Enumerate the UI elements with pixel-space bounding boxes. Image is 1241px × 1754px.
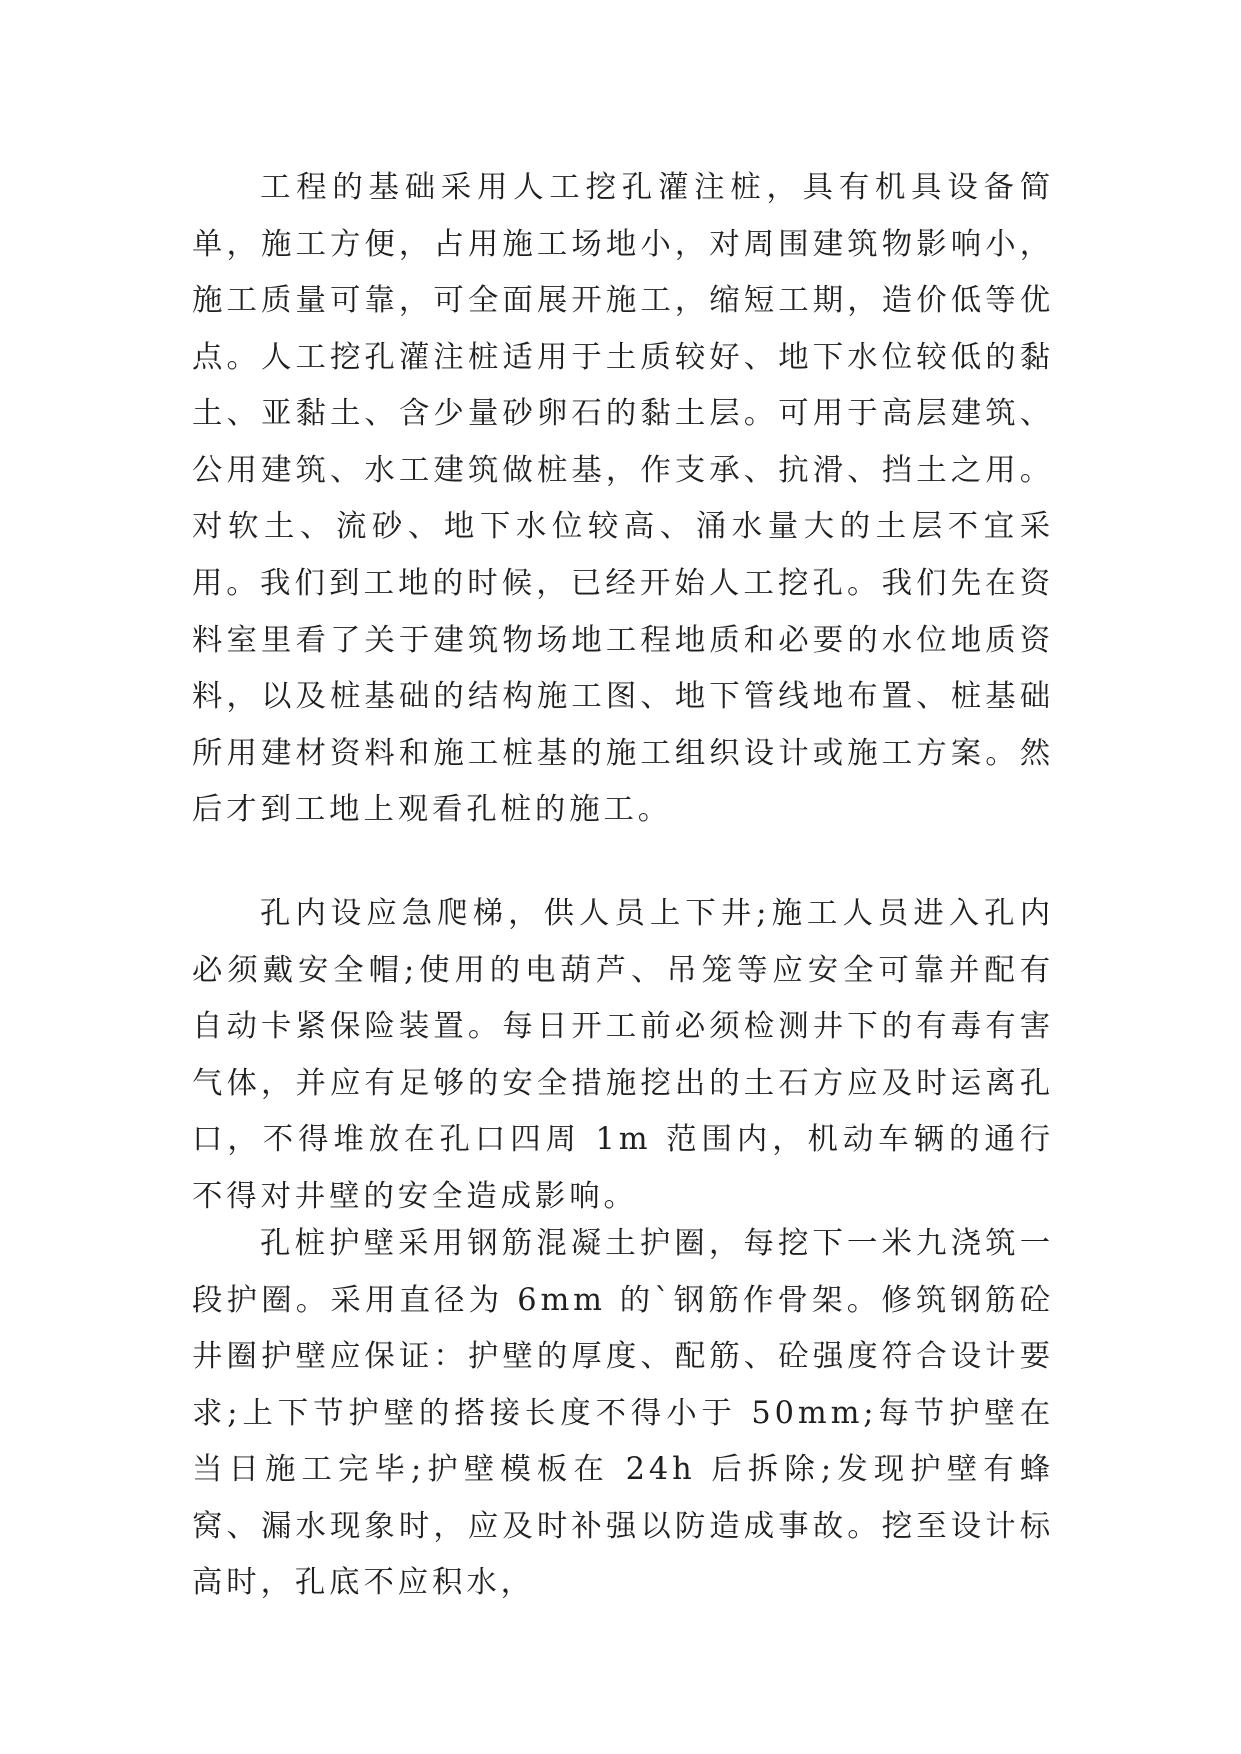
document-body	[192, 160, 1054, 1616]
paragraph-2: 我们到工地的时候，已经开始人工挖孔。我们先在资料室里看了关于建筑物场地工程地质和必要的水位地质资料，以及桩基础的结构施工图、地下管线地布置、桩基础所用建材资料和施工桩基的施工组织设计或施工方案。然后才到工地上观看孔桩的施工。	[192, 566, 1054, 827]
paragraph-1: 工程的基础采用人工挖孔灌注桩，具有机具设备简单，施工方便，占用施工场地小，对周围建筑物影响小，施工质量可靠，可全面展开施工，缩短工期，造价低等优点。人工挖孔灌注桩适用于土质较好、地下水位较低的黏土、亚黏土、含少量砂卵石的黏土层。可用于高层建筑、公用建筑、水工建筑做桩基，作支承、抗滑、挡土之用。对软土、流砂、地下水位较高、涌水量大的土层不宜采用。	[192, 170, 1054, 601]
paragraph-4: 孔桩护壁采用钢筋混凝土护圈，每挖下一米九浇筑一段护圈。采用直径为 6mm 的`钢筋作骨架。修筑钢筋砼井圈护壁应保证：护壁的厚度、配筋、砼强度符合设计要求;上下节护壁的搭接长度不得小于 50mm;每节护壁在当日施工完毕;护壁模板在 24h 后拆除;发现护壁有蜂窝、漏水现象时，应及时补强以防造成事故。挖至设计标高时，孔底不应积水，	[192, 1226, 1054, 1600]
paragraph-3: 孔内设应急爬梯，供人员上下井;施工人员进入孔内必须戴安全帽;使用的电葫芦、吊笼等应安全可靠并配有自动卡紧保险装置。每日开工前必须检测井下的有毒有害气体，并应有足够的安全措施挖出的土石方应及时运离孔口，不得堆放在孔口四周 1m 范围内，机动车辆的通行不得对井壁的安全造成影响。	[192, 896, 1054, 1214]
